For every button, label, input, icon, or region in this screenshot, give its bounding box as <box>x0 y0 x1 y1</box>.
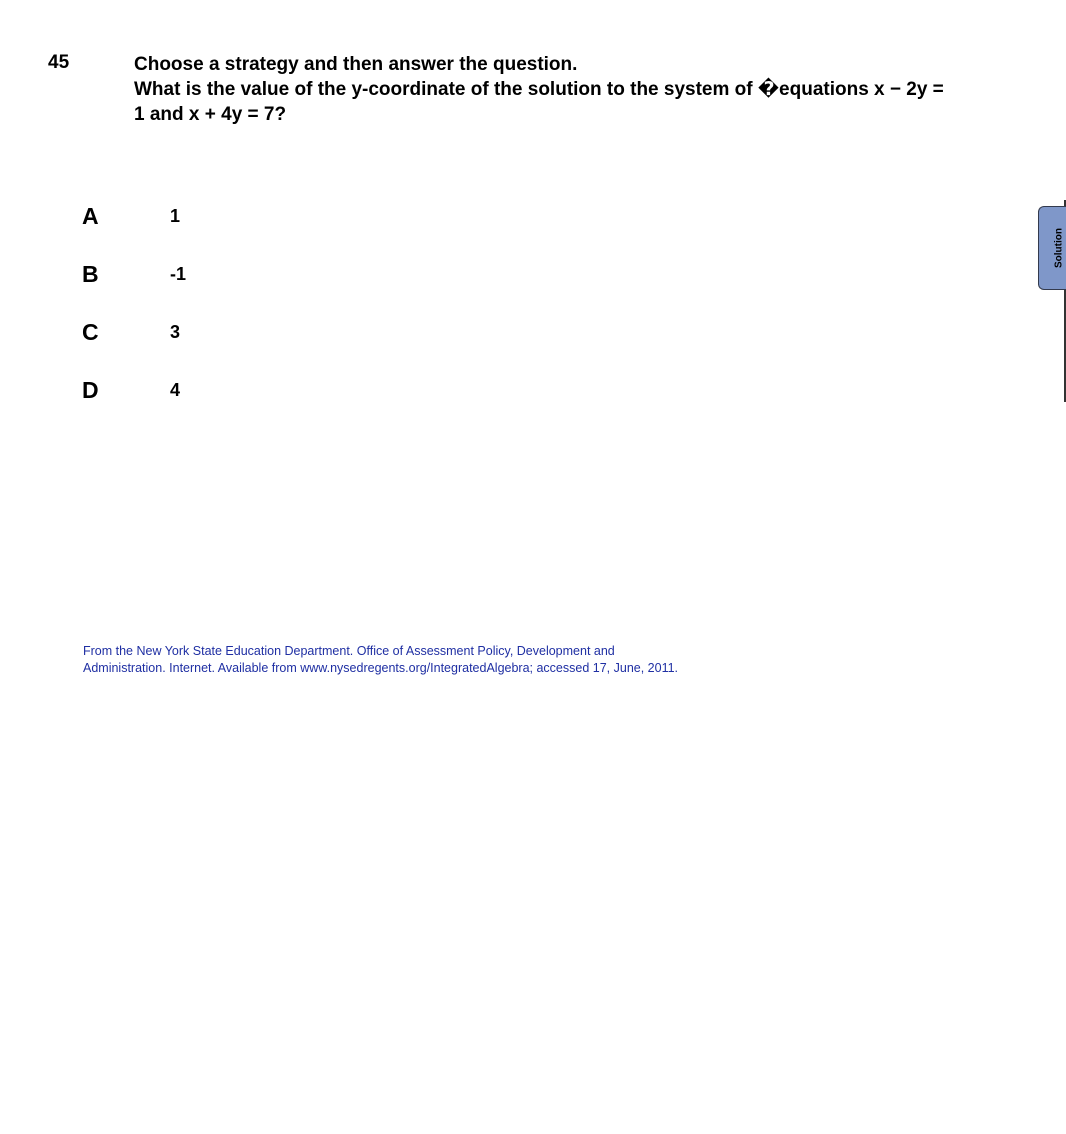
question-text <box>134 52 1049 127</box>
citation-line-2: Administration. Internet. Available from www.nysedregents.org/IntegratedAlgebra; accessed 17, June, 2011. <box>83 661 679 675</box>
choice-letter: D <box>82 377 99 403</box>
citation-line-1: From the New York State Education Department. Office of Assessment Policy, Development and <box>83 644 615 658</box>
solution-tab[interactable] <box>1038 206 1066 290</box>
question-prompt: Choose a strategy and then answer the question. <box>134 54 578 75</box>
choice-letter: A <box>82 203 99 229</box>
choice-letter: B <box>82 261 99 287</box>
choice-value: -1 <box>170 264 187 284</box>
question-text-line-1: What is the value of the y-coordinate of the solution to the system of �equations x − 2y = <box>134 79 944 100</box>
choice-letter: C <box>82 319 99 345</box>
choice-value: 3 <box>170 322 181 342</box>
solution-tab-label: Solution <box>1053 228 1064 268</box>
choice-value: 1 <box>170 206 181 226</box>
choice-value: 4 <box>170 380 181 400</box>
question-text-line-2: 1 and x + 4y = 7? <box>134 104 287 125</box>
source-citation <box>83 643 783 677</box>
question-number: 45 <box>48 52 70 73</box>
